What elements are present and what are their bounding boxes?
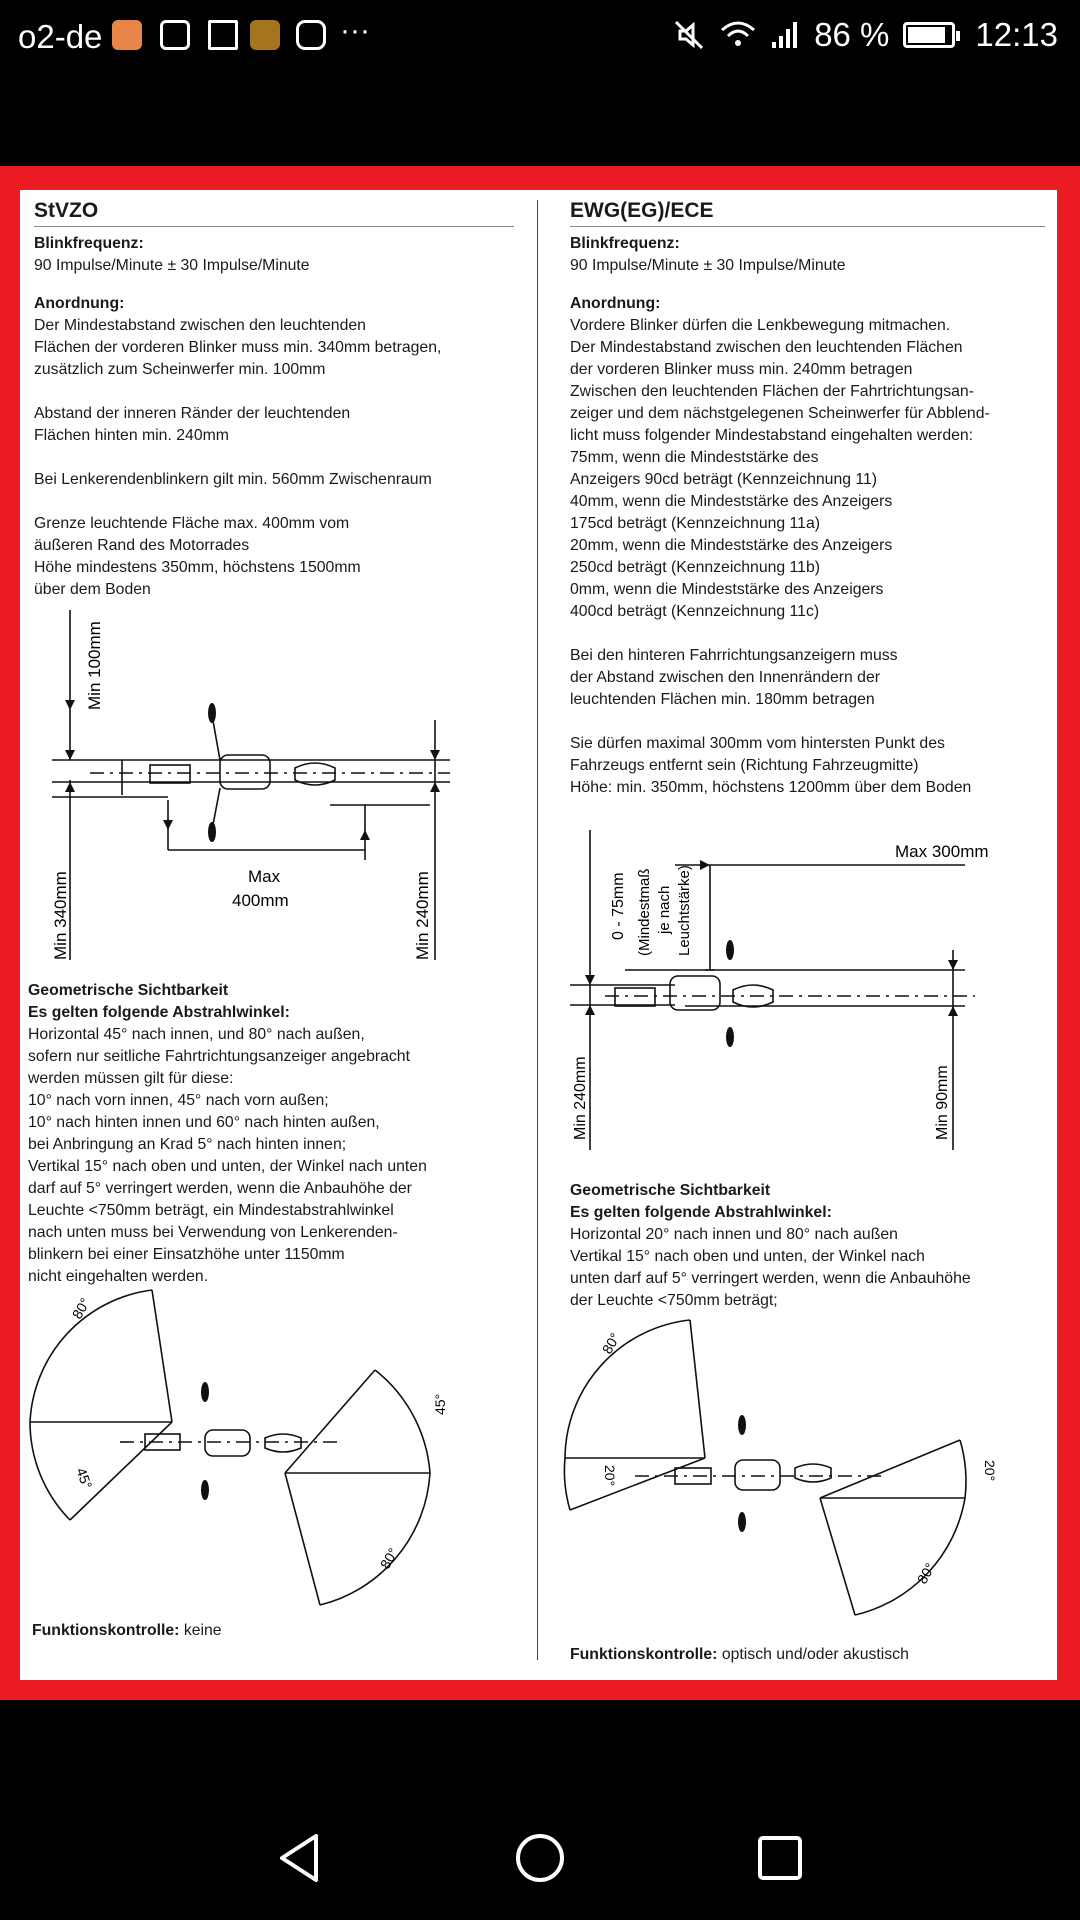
right-angle-20a-label: 20° xyxy=(602,1465,618,1487)
left-funk-label: Funktionskontrolle: xyxy=(32,1622,180,1639)
left-p3: Bei Lenkerendenblinkern gilt min. 560mm Zwischenraum xyxy=(34,471,432,488)
left-title: StVZO xyxy=(34,200,514,227)
left-funk-value: keine xyxy=(179,1622,222,1639)
carrier-name: o2-de xyxy=(18,18,103,55)
left-max-label: Max xyxy=(248,867,281,886)
right-anord-label: Anordnung: xyxy=(570,295,661,312)
right-funk-label: Funktionskontrolle: xyxy=(570,1646,718,1663)
left-geo-section xyxy=(28,980,518,1288)
right-column-ewg xyxy=(570,190,1045,799)
left-geo-label: Geometrische Sichtbarkeit xyxy=(28,982,229,999)
right-freq-label: Blinkfrequenz: xyxy=(570,235,680,252)
right-max300-label: Max 300mm xyxy=(895,842,989,861)
left-distance-diagram xyxy=(30,610,460,970)
clock: 12:13 xyxy=(975,16,1058,53)
left-p1: Der Mindestabstand zwischen den leuchtenden Flächen der vorderen Blinker muss min. 340mm betragen, zusätzlich zum Scheinwerfer min. 100mm xyxy=(34,317,442,378)
cupid-notification-icon xyxy=(112,20,142,50)
trash-icon xyxy=(208,20,238,50)
recents-button[interactable] xyxy=(752,1830,808,1886)
left-freq-label: Blinkfrequenz: xyxy=(34,235,144,252)
left-geo-text: Horizontal 45° nach innen, und 80° nach außen, sofern nur seitliche Fahrtrichtungsanzeiger angebracht werden müssen gilt für diese: 10° nach vorn innen, 45° nach vorn außen; 10° nach hinten innen und 60° nach hinten außen, bei Anbringung an Krad 5° nach hinten innen; Vertikal 15° nach oben und unten, der Winkel nach unten darf auf 5° verringert werden, wenn die Anbauhöhe der Leuchte <750mm beträgt, ein Mindestabstrahlwinkel nach unten muss bei Verwendung von Lenkerenden- blinkern bei einer Einsatzhöhe unter 1150mm nicht eingehalten werden. xyxy=(28,1026,427,1285)
signal-icon xyxy=(770,20,800,50)
right-title: EWG(EG)/ECE xyxy=(570,200,1045,227)
more-dots-icon: ··· xyxy=(340,14,370,47)
facebook-icon xyxy=(160,20,190,50)
left-p2: Abstand der inneren Ränder der leuchtenden Flächen hinten min. 240mm xyxy=(34,405,351,444)
left-anord-label: Anordnung: xyxy=(34,295,125,312)
left-min340-label: Min 340mm xyxy=(51,871,70,960)
right-p2: Bei den hinteren Fahrrichtungsanzeigern muss der Abstand zwischen den Innenrändern der leuchtenden Flächen min. 180mm betragen xyxy=(570,647,898,708)
battery-icon xyxy=(903,22,955,48)
right-p1: Vordere Blinker dürfen die Lenkbewegung mitmachen. Der Mindestabstand zwischen den leuchtenden Flächen der vorderen Blinker muss min. 240mm betragen Zwischen den leuchtenden Flächen der Fahrtrichtungsan- zeiger und dem nächstgelegenen Scheinwerfer für Abblend- licht muss folgender Mindestabstand eingehalten werden: 75mm, wenn die Mindeststärke des Anzeigers 90cd beträgt (Kennzeichnung 11) 40mm, wenn die Mindeststärke des Anzeigers 175cd beträgt (Kennzeichnung 11a) 20mm, wenn die Mindeststärke des Anzeigers 250cd beträgt (Kennzeichnung 11b) 0mm, wenn die Mindeststärke des Anzeigers 400cd beträgt (Kennzeichnung 11c) xyxy=(570,317,990,620)
left-angle-45b-label: 45° xyxy=(432,1393,448,1415)
left-abstrahl-label: Es gelten folgende Abstrahlwinkel: xyxy=(28,1004,290,1021)
right-angle-diagram xyxy=(555,1300,1035,1620)
right-distance-diagram xyxy=(555,830,1025,1160)
right-min240-label: Min 240mm xyxy=(572,1056,589,1140)
left-angle-diagram xyxy=(20,1280,470,1610)
right-min90-label: Min 90mm xyxy=(934,1065,951,1140)
right-abstrahl-label: Es gelten folgende Abstrahlwinkel: xyxy=(570,1204,832,1221)
right-mind1-label: (Mindestmaß xyxy=(636,868,653,956)
left-angle-45a-label: 45° xyxy=(73,1465,96,1491)
right-p3: Sie dürfen maximal 300mm vom hintersten Punkt des Fahrzeugs entfernt sein (Richtung Fahrzeugmitte) Höhe: min. 350mm, höchstens 1200mm über dem Boden xyxy=(570,735,972,796)
instagram-icon xyxy=(296,20,326,50)
right-geo-label: Geometrische Sichtbarkeit xyxy=(570,1182,771,1199)
left-freq-value: 90 Impulse/Minute ± 30 Impulse/Minute xyxy=(34,257,310,274)
left-min100-label: Min 100mm xyxy=(85,621,104,710)
battery-percent: 86 % xyxy=(814,16,890,53)
status-bar xyxy=(0,0,1080,72)
left-funktionskontrolle xyxy=(32,1622,222,1640)
right-funk-value: optisch und/oder akustisch xyxy=(717,1646,909,1663)
left-angle-80b-label: 80° xyxy=(376,1545,402,1572)
right-freq-value: 90 Impulse/Minute ± 30 Impulse/Minute xyxy=(570,257,846,274)
tiger-game-icon xyxy=(250,20,280,50)
left-min240-label: Min 240mm xyxy=(413,871,432,960)
back-button[interactable] xyxy=(272,1830,328,1886)
left-max400-label: 400mm xyxy=(232,891,289,910)
right-075-label: 0 - 75mm xyxy=(610,872,627,940)
right-mind2-label: je nach xyxy=(656,885,673,934)
left-angle-80-label: 80° xyxy=(68,1295,94,1322)
home-button[interactable] xyxy=(512,1830,568,1886)
right-geo-section xyxy=(570,1180,1040,1312)
right-angle-80b-label: 80° xyxy=(913,1560,939,1587)
document-page xyxy=(20,190,1057,1680)
left-p4: Grenze leuchtende Fläche max. 400mm vom äußeren Rand des Motorrades Höhe mindestens 350mm, höchstens 1500mm über dem Boden xyxy=(34,515,361,598)
right-mind3-label: Leuchtstärke) xyxy=(676,865,693,956)
navigation-bar xyxy=(0,1795,1080,1920)
column-divider xyxy=(537,200,538,1660)
right-angle-20b-label: 20° xyxy=(982,1460,998,1482)
wifi-icon xyxy=(720,20,756,50)
right-funktionskontrolle xyxy=(570,1646,909,1664)
right-angle-80-label: 80° xyxy=(598,1330,624,1357)
right-geo-text: Horizontal 20° nach innen und 80° nach außen Vertikal 15° nach oben und unten, der Winkel nach unten darf auf 5° verringert werden, wenn die Anbauhöhe der Leuchte <750mm beträgt; xyxy=(570,1226,971,1309)
mute-icon xyxy=(672,18,706,52)
left-column-stvzo xyxy=(34,190,514,601)
